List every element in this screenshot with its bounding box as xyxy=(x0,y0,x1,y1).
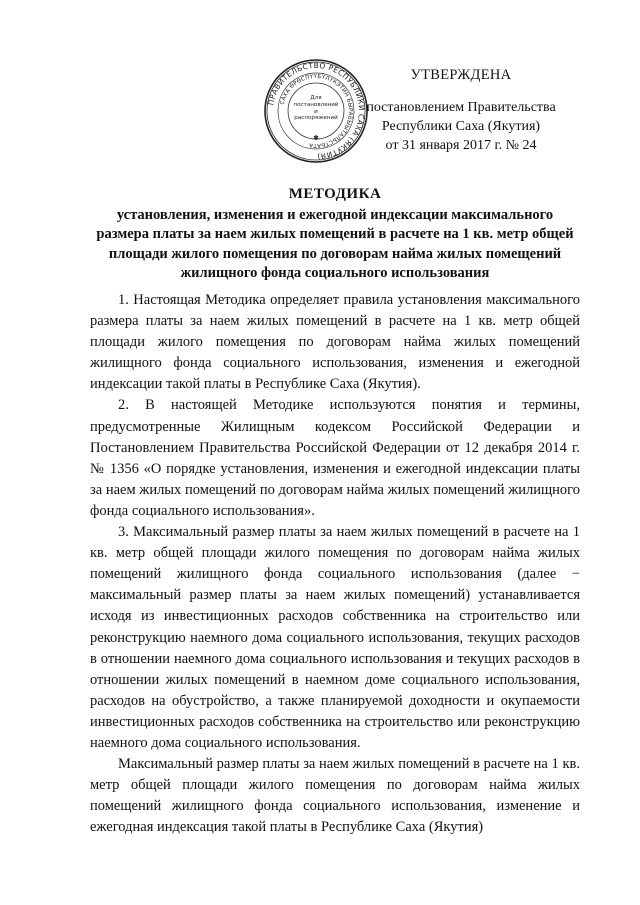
title-main: МЕТОДИКА xyxy=(288,186,382,202)
document-title xyxy=(90,185,580,284)
document-body xyxy=(90,290,580,838)
official-seal-graphic xyxy=(262,57,370,165)
paragraph-3: 3. Максимальный размер платы за наем жилых помещений в расчете на 1 кв. метр общей площади жилого помещения по договорам найма жилых помещений жилищного фонда социального использования (далее − максимальный размер платы за наем жилых помещений) устанавливается исходя из инвестиционных расходов собственника на строительство или реконструкцию наемного дома социального использования, текущих расходов в отношении наемного дома социального использования и текущих расходов в отношении жилых помещений в наемном доме социального использования, расходов на обустройство, а также планируемой доходности и окупаемости инвестиционных расходов собственника на строительство или реконструкцию наемного дома социального использования. xyxy=(90,524,580,751)
seal-star-icon: ✱ xyxy=(313,134,319,142)
seal-outer-text: ПРАВИТЕЛЬСТВО РЕСПУБЛИКИ САХА (ЯКУТИЯ) xyxy=(266,60,367,162)
title-subtitle: установления, изменения и ежегодной индексации максимального размера платы за наем жилых помещений в расчете на 1 кв. метр общей площади жилого помещения по договорам найма жилых помещений жилищного фонда социального использования xyxy=(96,206,574,281)
approval-line-1: постановлением Правительства xyxy=(366,100,556,115)
paragraph-1: 1. Настоящая Методика определяет правила установления максимального размера платы за наем жилых помещений в расчете на 1 кв. метр общей площади жилого помещения по договорам найма жилых помещений жилищного фонда социального использования, изменения и ежегодной индексации такой платы в Республике Саха (Якутия). xyxy=(90,292,580,393)
approval-heading: УТВЕРЖДЕНА xyxy=(410,67,512,83)
paragraph-4: Максимальный размер платы за наем жилых помещений в расчете на 1 кв. метр общей площади жилого помещения по договорам найма жилых помещений жилищного фонда социального использования, изменение и ежегодная индексация такой платы в Республике Саха (Якутия) xyxy=(90,756,580,836)
official-seal xyxy=(262,57,370,165)
seal-middle-text: САХА ӨРӨСПҮҮБҮЛҮКЭТИН БЫРАБЫЫТАЛЬСТБАТА xyxy=(279,73,354,149)
seal-center-text: Для постановлений и распоряжений xyxy=(293,95,339,122)
approval-block xyxy=(366,66,556,155)
approval-line-2: Республики Саха (Якутия) xyxy=(381,119,541,134)
approval-line-3: от 31 января 2017 г. № 24 xyxy=(385,138,537,153)
paragraph-2: 2. В настоящей Методике используются понятия и термины, предусмотренные Жилищным кодексом Российской Федерации и Постановлением Правительства Российской Федерации от 12 декабря 2014 г. № 1356 «О порядке установления, изменения и ежегодной индексации платы за наем жилых помещений по договорам найма жилых помещений жилищного фонда социального использования». xyxy=(90,397,580,519)
